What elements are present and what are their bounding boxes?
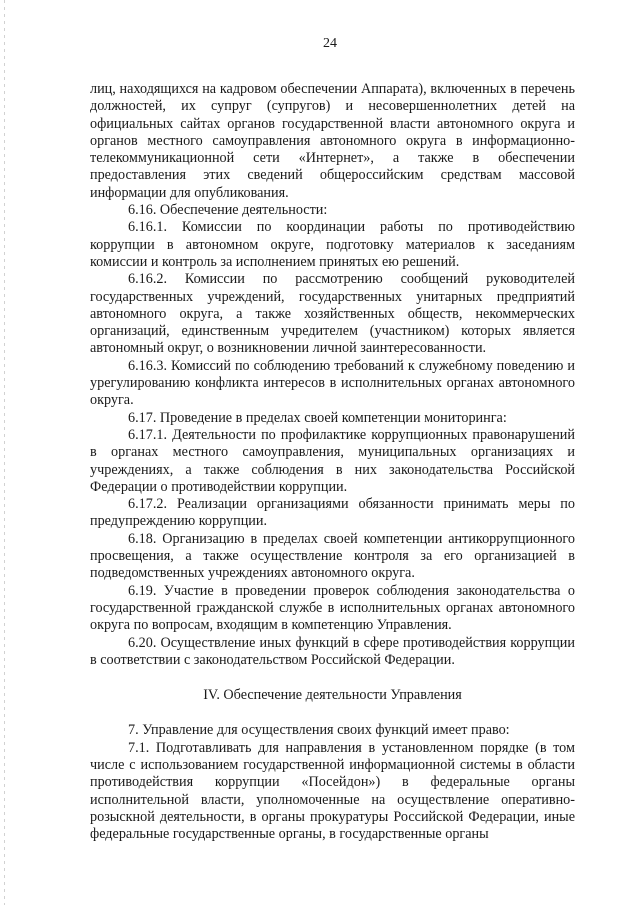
- paragraph-6-17-2: 6.17.2. Реализации организациями обязанности принимать меры по предупреждению коррупции.: [90, 496, 575, 530]
- paragraph-6-16: 6.16. Обеспечение деятельности:: [128, 202, 328, 219]
- paragraph-7-1: 7.1. Подготавливать для направления в установленном порядке (в том числе с использованием государственной информационной системы в области противодействия коррупции «Посейдон») в федеральные органы исполнительной власти, уполномоченные на осуществление оперативно-розыскной деятельности, в органы прокуратуры Российской Федерации, иные федеральные государственные органы, в государственные органы: [90, 739, 575, 843]
- paragraph-6-19: 6.19. Участие в проведении проверок соблюдения законодательства о государственной гражданской службе в исполнительных органах автономного округа по вопросам, входящим в компетенцию Управления.: [90, 582, 575, 634]
- paragraph-6-16-3: 6.16.3. Комиссий по соблюдению требований к служебному поведению и урегулированию конфликта интересов в исполнительных органах автономного округа.: [90, 357, 575, 409]
- scan-edge: [4, 0, 5, 905]
- paragraph-continuation: лиц, находящихся на кадровом обеспечении Аппарата), включенных в перечень должностей, их супруг (супругов) и несовершеннолетних детей на официальных сайтах органов государственной власти автономного округа и органов местного самоуправления автономного округа в информационно-телекоммуникационной сети «Интернет», а также в обеспечении предоставления этих сведений общероссийским средствам массовой информации для опубликования.: [90, 81, 575, 201]
- paragraph-6-20: 6.20. Осуществление иных функций в сфере противодействия коррупции в соответствии с законодательством Российской Федерации.: [90, 634, 575, 668]
- section-heading: IV. Обеспечение деятельности Управления: [203, 687, 462, 704]
- paragraph-7: 7. Управление для осуществления своих функций имеет право:: [128, 722, 510, 739]
- paragraph-6-16-1: 6.16.1. Комиссии по координации работы по противодействию коррупции в автономном округе, подготовку материалов к заседаниям комиссии и контроль за исполнением принятых ею решений.: [90, 219, 575, 270]
- document-body: [90, 81, 575, 843]
- paragraph-6-17-1: 6.17.1. Деятельности по профилактике коррупционных правонарушений в органах местного самоуправления, муниципальных организациях и учреждениях, а также соблюдения в них законодательства Российской Федерации о противодействии коррупции.: [90, 426, 575, 495]
- paragraph-6-17: 6.17. Проведение в пределах своей компетенции мониторинга:: [128, 409, 507, 426]
- paragraph-6-16-2: 6.16.2. Комиссии по рассмотрению сообщений руководителей государственных учреждений, государственных унитарных предприятий автономного округа, а также хозяйственных обществ, некоммерческих организаций, единственным учредителем (участником) которых является автономный округ, о возникновении личной заинтересованности.: [90, 271, 575, 357]
- paragraph-6-18: 6.18. Организацию в пределах своей компетенции антикоррупционного просвещения, а также осуществление контроля за его организацией в подведомственных учреждениях автономного округа.: [90, 530, 575, 582]
- page-number: 24: [323, 36, 337, 51]
